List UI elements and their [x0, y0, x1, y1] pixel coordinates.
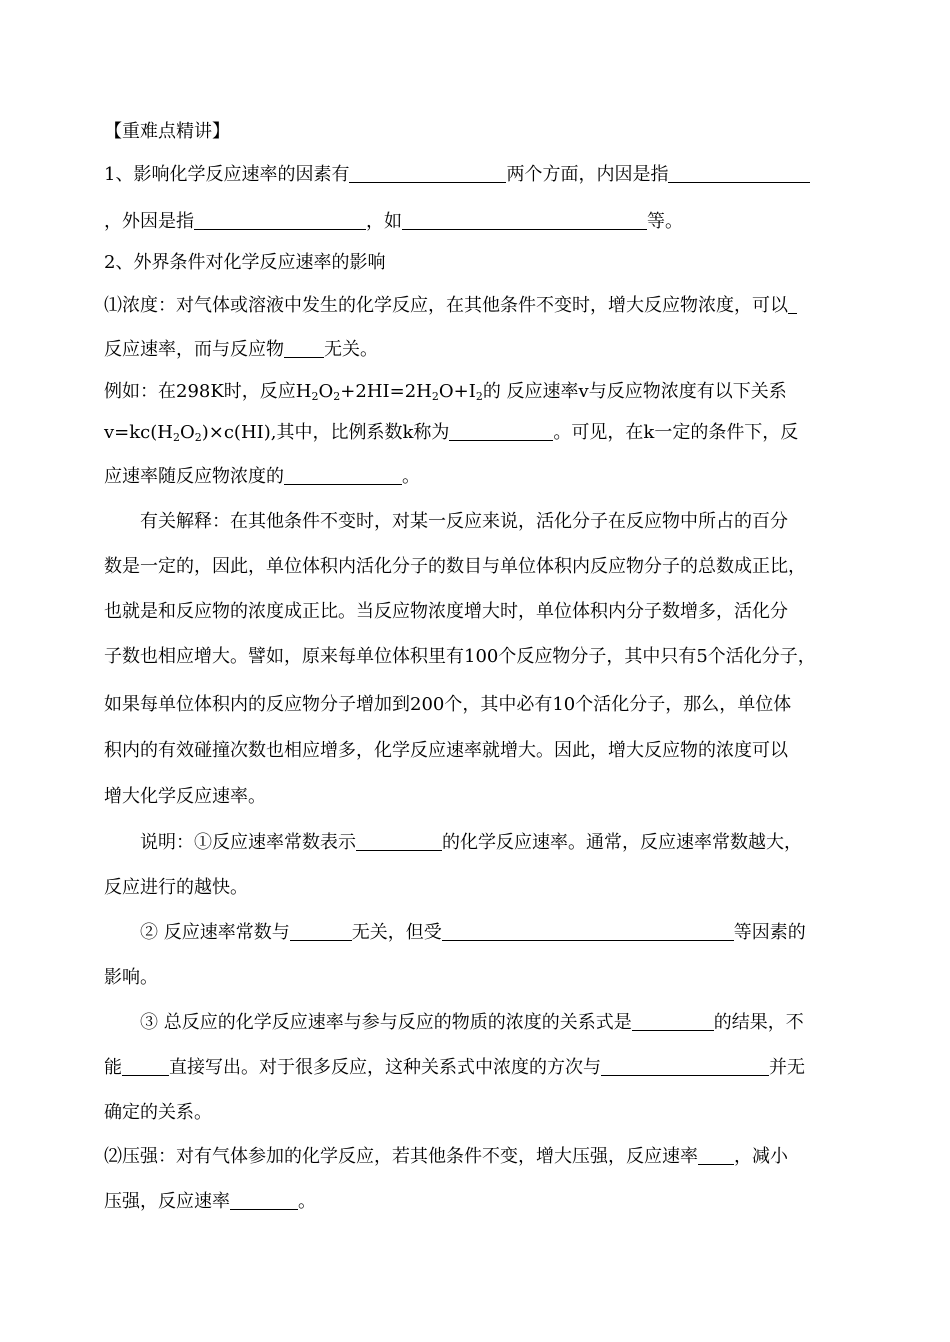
explanation-line-1: 有关解释：在其他条件不变时，对某一反应来说，活化分子在反应物中所占的百分: [140, 511, 788, 532]
blank[interactable]: [194, 211, 366, 230]
explanation-line-3: 也就是和反应物的浓度成正比。当反应物浓度增大时，单位体积内分子数增多，活化分: [104, 601, 788, 622]
blank[interactable]: [230, 1191, 298, 1210]
blank[interactable]: [402, 211, 647, 230]
example-line-1: 例如：在298K时，反应$H_2O_2+2HI=2H_2O+I_2$的 反应速率v与反应物浓度有以下关系: [104, 381, 787, 403]
blank[interactable]: [601, 1057, 769, 1076]
note-1-line-1: 说明：①反应速率常数表示 的化学反应速率。通常，反应速率常数越大，: [140, 832, 802, 853]
blank[interactable]: [290, 922, 352, 941]
explanation-line-6: 积内的有效碰撞次数也相应增多，化学反应速率就增大。因此，增大反应物的浓度可以: [104, 740, 788, 761]
blank[interactable]: [698, 1146, 734, 1165]
pressure-line-2: 压强，反应速率 。: [104, 1191, 316, 1212]
note-3-line-3: 确定的关系。: [104, 1102, 212, 1123]
explanation-line-4: 子数也相应增大。譬如，原来每单位体积里有100个反应物分子，其中只有5个活化分子，: [104, 646, 816, 667]
concentration-line-1: ⑴浓度：对气体或溶液中发生的化学反应，在其他条件不变时，增大反应物浓度，可以: [104, 294, 797, 318]
explanation-line-2: 数是一定的，因此，单位体积内活化分子的数目与单位体积内反应物分子的总数成正比，: [104, 556, 806, 577]
example-line-3: 应速率随反应物浓度的 。: [104, 466, 420, 487]
concentration-line-2: 反应速率，而与反应物 无关。: [104, 339, 378, 360]
question-1-line-1: 1、影响化学反应速率的因素有 两个方面，内因是指: [104, 163, 810, 187]
note-3-line-2: 能 直接写出。对于很多反应，这种关系式中浓度的方次与 并无: [104, 1057, 805, 1078]
explanation-line-7: 增大化学反应速率。: [104, 786, 266, 807]
blank[interactable]: [122, 1057, 169, 1076]
pressure-line-1: ⑵压强：对有气体参加的化学反应，若其他条件不变，增大压强，反应速率 ，减小: [104, 1146, 788, 1167]
blank[interactable]: [284, 466, 402, 485]
note-1-line-2: 反应进行的越快。: [104, 877, 248, 898]
explanation-line-5: 如果每单位体积内的反应物分子增加到200个，其中必有10个活化分子，那么，单位体: [104, 694, 792, 715]
blank[interactable]: [356, 832, 442, 851]
note-2-line-1: ② 反应速率常数与 无关，但受 等因素的: [140, 922, 806, 943]
blank[interactable]: [788, 295, 797, 314]
blank[interactable]: [284, 339, 324, 358]
section-title: 【重难点精讲】: [104, 121, 230, 142]
blank[interactable]: [449, 422, 553, 441]
note-3-line-1: ③ 总反应的化学反应速率与参与反应的物质的浓度的关系式是 的结果，不: [140, 1012, 804, 1033]
example-line-2: $v=kc(H_2O_2)\times c(HI)$,其中，比例系数k称为 。可见，在k一定的条件下，反: [104, 422, 799, 444]
note-2-line-2: 影响。: [104, 967, 158, 988]
blank[interactable]: [632, 1012, 714, 1031]
blank[interactable]: [349, 164, 506, 183]
blank[interactable]: [668, 164, 810, 183]
question-1-line-2: ，外因是指 ，如 等。: [104, 211, 683, 232]
blank[interactable]: [442, 922, 734, 941]
question-2-title: 2、外界条件对化学反应速率的影响: [104, 252, 386, 273]
